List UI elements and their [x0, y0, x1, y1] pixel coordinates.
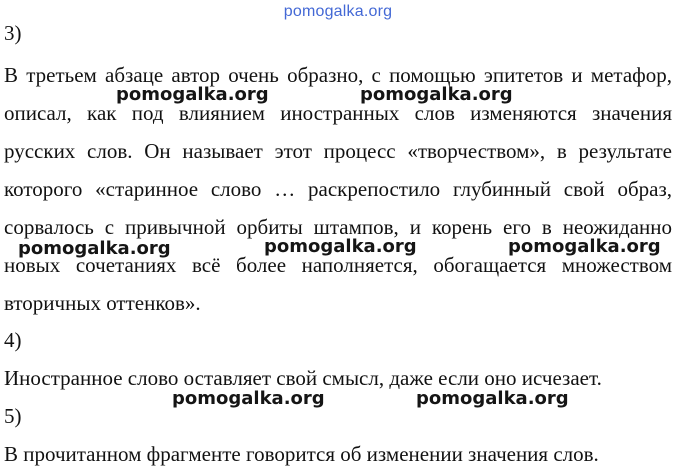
- top-watermark: pomogalka.org: [283, 3, 393, 20]
- section-5-text: В прочитанном фрагменте говорится об изменении значения слов.: [4, 442, 599, 466]
- section-number-3: 3): [4, 21, 22, 45]
- watermark-5: pomogalka.org: [508, 236, 661, 257]
- section-3-line-4: которого «старинное слово … раскрепостило глубинный свой образ,: [4, 177, 672, 201]
- watermark-6: pomogalka.org: [172, 388, 325, 409]
- section-3-line-2: описал, как под влиянием иностранных слов изменяются значения: [4, 101, 672, 125]
- watermark-7: pomogalka.org: [416, 388, 569, 409]
- section-3-line-7: вторичных оттенков».: [4, 291, 201, 315]
- watermark-1: pomogalka.org: [116, 84, 269, 105]
- section-3-line-1: В третьем абзаце автор очень образно, с помощью эпитетов и метафор,: [4, 63, 672, 87]
- watermark-3: pomogalka.org: [18, 238, 171, 259]
- section-3-line-5: сорвалось с привычной орбиты штампов, и корень его в неожиданно: [4, 215, 672, 239]
- watermark-2: pomogalka.org: [360, 84, 513, 105]
- section-3-line-3: русских слов. Он называет этот процесс «творчеством», в результате: [4, 139, 672, 163]
- section-number-5: 5): [4, 404, 22, 428]
- section-number-4: 4): [4, 328, 22, 352]
- section-3-line-6: новых сочетаниях всё более наполняется, обогащается множеством: [4, 253, 672, 277]
- watermark-4: pomogalka.org: [264, 236, 417, 257]
- section-4-text: Иностранное слово оставляет свой смысл, даже если оно исчезает.: [4, 366, 602, 390]
